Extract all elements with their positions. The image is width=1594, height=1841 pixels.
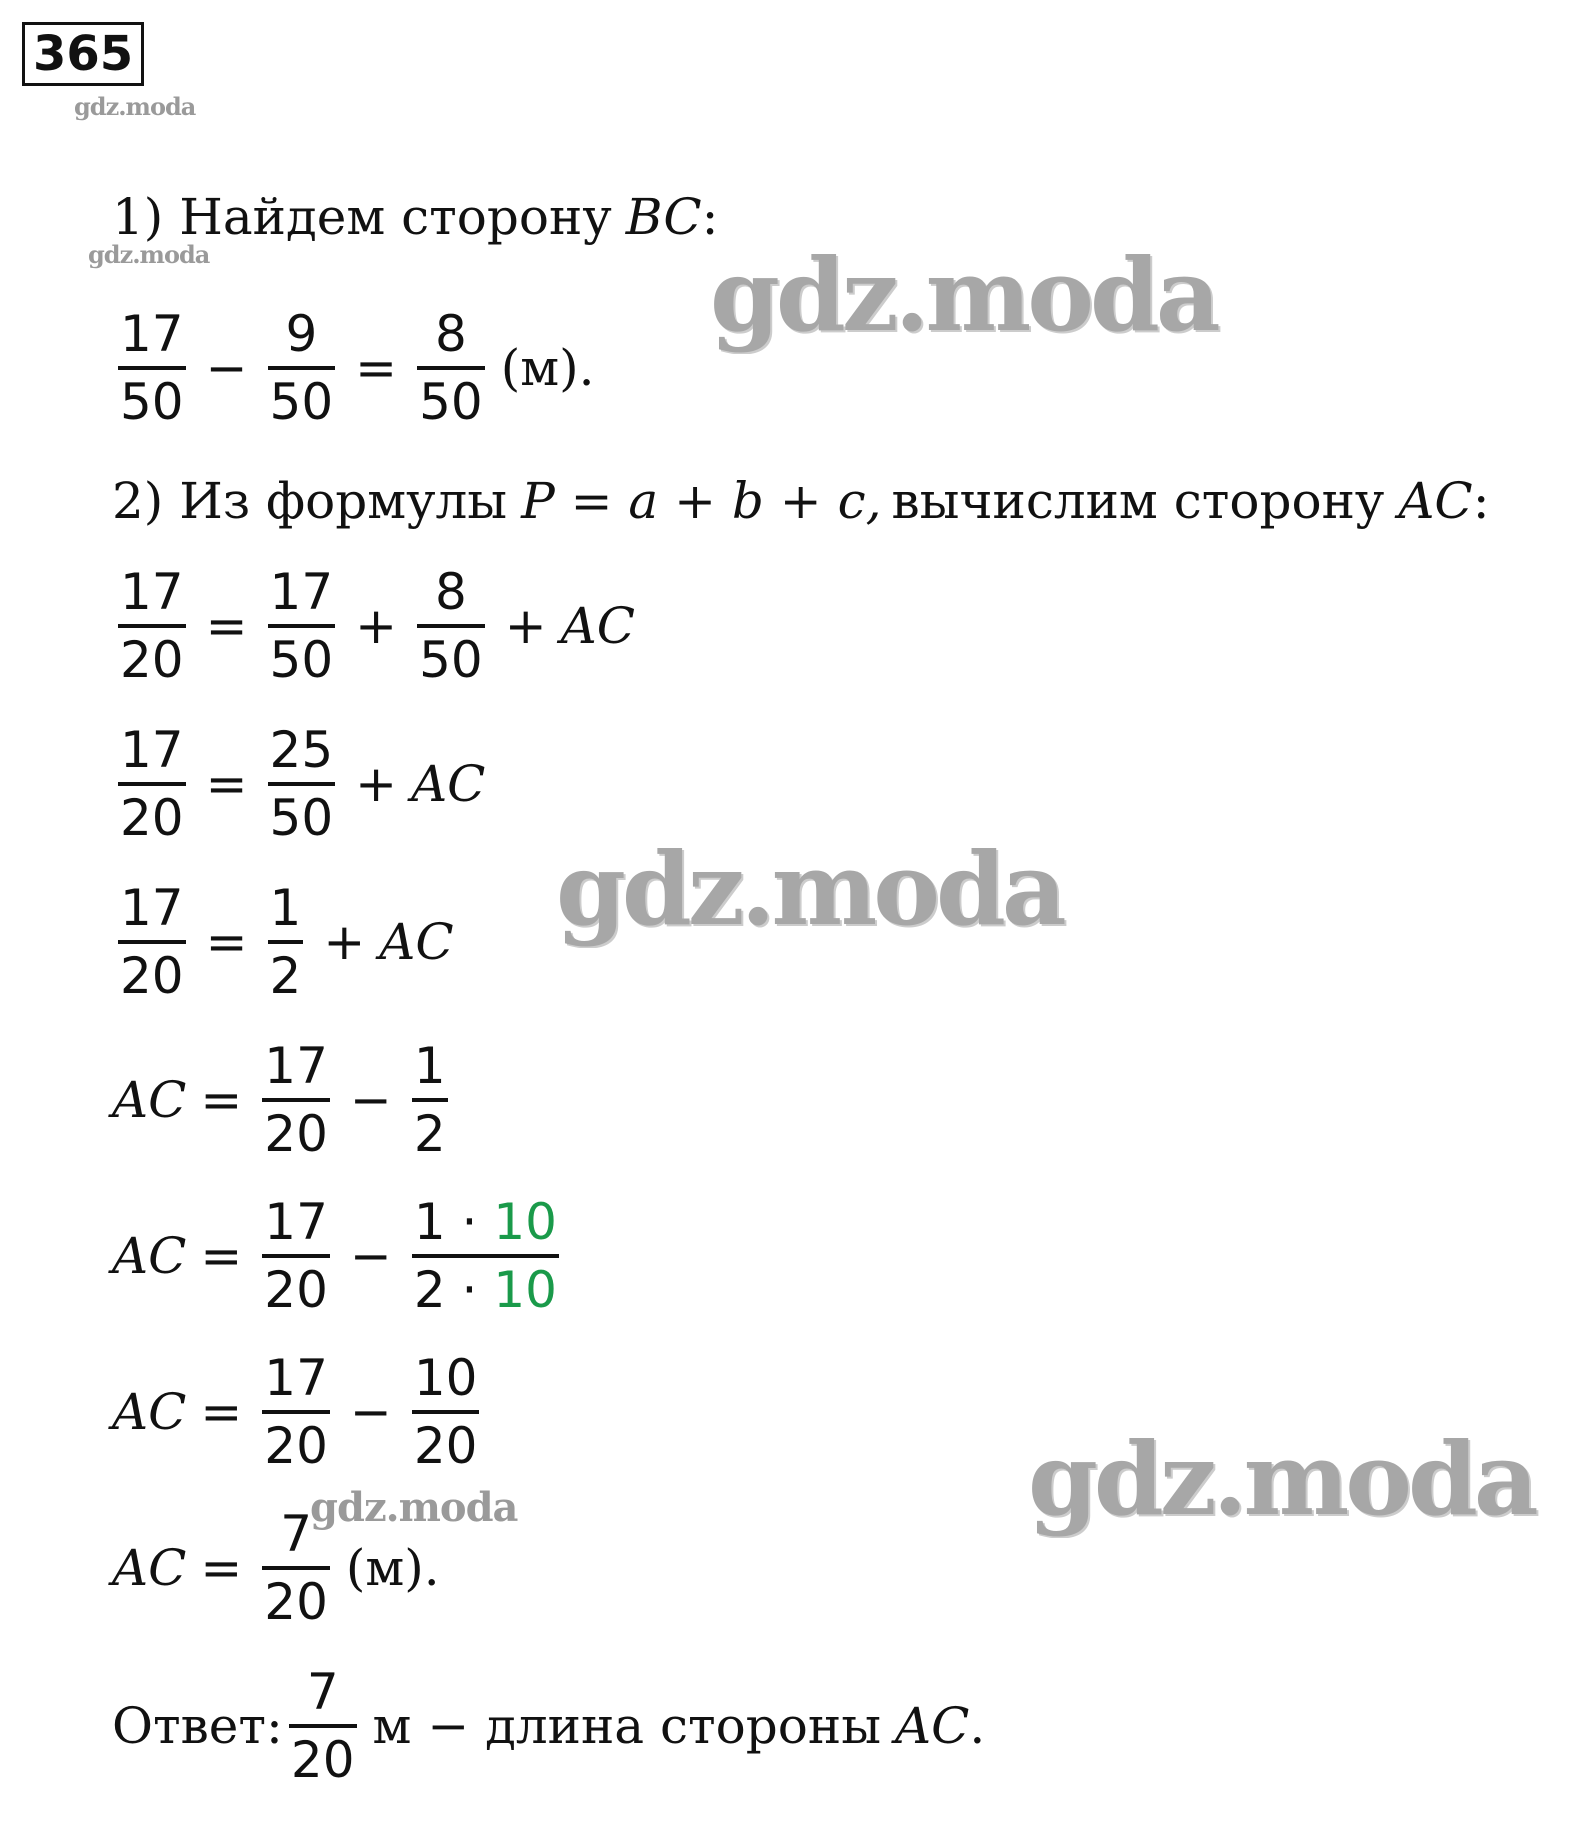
minus-sign: − xyxy=(349,1383,392,1441)
watermark: gdz.moda xyxy=(88,240,210,269)
step2-colon: : xyxy=(1472,472,1490,530)
watermark: gdz.moda xyxy=(710,236,1217,354)
equation-7 xyxy=(112,1346,485,1478)
step1-colon: : xyxy=(701,188,719,246)
plus-sign: + xyxy=(355,597,398,655)
equation-8 xyxy=(112,1502,440,1634)
var-ac: AC xyxy=(112,1227,187,1285)
answer-label: Ответ: xyxy=(112,1697,283,1755)
var-ac: AC xyxy=(379,913,454,971)
step1-var: BC xyxy=(625,188,702,246)
equals-sign: = xyxy=(200,1539,243,1597)
multiplier: 10 xyxy=(493,1193,557,1251)
plus-sign: + xyxy=(504,597,547,655)
fraction: $\frac{17}{50}$ xyxy=(268,560,336,692)
equation-3 xyxy=(112,718,485,850)
fraction: $\frac{25}{50}$ xyxy=(268,718,336,850)
step2-formula: P = a + b + c, xyxy=(521,472,882,530)
step1-heading xyxy=(112,188,719,246)
fraction: $\frac{17}{20}$ xyxy=(262,1190,330,1322)
answer-text: м − длина стороны xyxy=(372,1697,882,1755)
var-ac: AC xyxy=(895,1697,970,1755)
equals-sign: = xyxy=(205,913,248,971)
answer-end: . xyxy=(969,1697,986,1755)
fraction: $\frac{7}{20}$ xyxy=(289,1660,357,1792)
fraction: $\frac{9}{50}$ xyxy=(268,302,336,434)
var-ac: AC xyxy=(112,1383,187,1441)
answer xyxy=(112,1660,985,1792)
step2-var: AC xyxy=(1398,472,1473,530)
plus-sign: + xyxy=(355,755,398,813)
watermark: gdz.moda xyxy=(74,92,196,121)
equals-sign: = xyxy=(205,597,248,655)
watermark: gdz.moda xyxy=(310,1484,518,1531)
step2-text2: вычислим сторону xyxy=(891,472,1385,530)
fraction: $\frac{17}{20}$ xyxy=(262,1346,330,1478)
fraction: $\frac{1}{2}$ xyxy=(412,1034,448,1166)
equals-sign: = xyxy=(200,1227,243,1285)
step2-heading xyxy=(112,472,1490,530)
var-ac: AC xyxy=(112,1539,187,1597)
fraction: $\frac{1 \cdot 10}{2 \cdot 10}$ xyxy=(412,1190,559,1322)
problem-number: 365 xyxy=(22,22,144,86)
watermark: gdz.moda xyxy=(556,830,1063,948)
fraction: $\frac{8}{50}$ xyxy=(417,560,485,692)
fraction: $\frac{10}{20}$ xyxy=(412,1346,480,1478)
step1-text: 1) Найдем сторону xyxy=(112,188,612,246)
fraction: $\frac{17}{50}$ xyxy=(118,302,186,434)
fraction: $\frac{17}{20}$ xyxy=(262,1034,330,1166)
equals-sign: = xyxy=(355,339,398,397)
equation-6 xyxy=(112,1190,565,1322)
fraction: $\frac{1}{2}$ xyxy=(268,876,304,1008)
minus-sign: − xyxy=(349,1227,392,1285)
fraction: $\frac{8}{50}$ xyxy=(417,302,485,434)
minus-sign: − xyxy=(349,1071,392,1129)
equation-1 xyxy=(112,302,595,434)
fraction: $\frac{17}{20}$ xyxy=(118,718,186,850)
equation-4 xyxy=(112,876,454,1008)
equation-2 xyxy=(112,560,635,692)
multiplier: 10 xyxy=(493,1261,557,1319)
var-ac: AC xyxy=(411,755,486,813)
equation-5 xyxy=(112,1034,454,1166)
equals-sign: = xyxy=(200,1071,243,1129)
var-ac: AC xyxy=(112,1071,187,1129)
equals-sign: = xyxy=(200,1383,243,1441)
plus-sign: + xyxy=(323,913,366,971)
watermark: gdz.moda xyxy=(1028,1420,1535,1538)
unit: (м). xyxy=(500,339,595,397)
fraction: $\frac{7}{20}$ xyxy=(262,1502,330,1634)
unit: (м). xyxy=(345,1539,440,1597)
fraction: $\frac{17}{20}$ xyxy=(118,876,186,1008)
step2-text: 2) Из формулы xyxy=(112,472,508,530)
minus-sign: − xyxy=(205,339,248,397)
equals-sign: = xyxy=(205,755,248,813)
var-ac: AC xyxy=(560,597,635,655)
fraction: $\frac{17}{20}$ xyxy=(118,560,186,692)
